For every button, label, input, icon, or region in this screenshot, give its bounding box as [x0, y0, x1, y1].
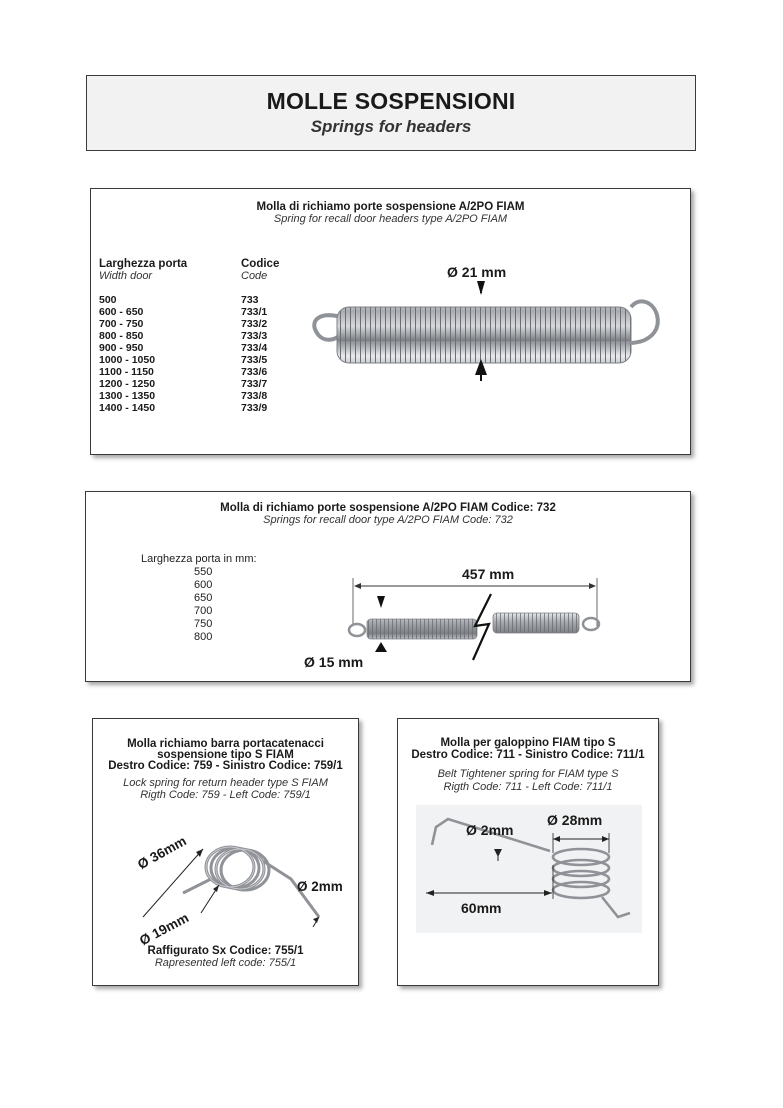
section-subtitle-line1: Belt Tightener spring for FIAM type S — [437, 768, 619, 780]
table-cell-width: 700 - 750 — [99, 318, 144, 330]
table-cell-code: 733/5 — [241, 354, 268, 366]
section-732-spring — [85, 491, 691, 682]
table-cell-code: 733/6 — [241, 366, 268, 378]
table-cell-code: 733/8 — [241, 390, 268, 402]
spring-diameter-label: Ø 21 mm — [447, 264, 507, 280]
table-cell-width: 1200 - 1250 — [99, 378, 156, 390]
section-s-fiam-lock-spring — [92, 718, 359, 986]
page-title: MOLLE SOSPENSIONI — [266, 88, 516, 114]
section-subtitle-line2: Rigth Code: 759 - Left Code: 759/1 — [140, 789, 311, 801]
page-subtitle: Springs for headers — [310, 117, 472, 136]
section-subtitle-line2: Rigth Code: 711 - Left Code: 711/1 — [443, 781, 613, 793]
table-cell-code: 733 — [241, 294, 259, 306]
coil-diameter-label: Ø 28mm — [547, 812, 603, 828]
table-cell-width: 1000 - 1050 — [99, 354, 156, 366]
table-cell-code: 733/1 — [241, 306, 268, 318]
tensioner-spring-image — [416, 805, 642, 933]
table-cell-code: 733/2 — [241, 318, 268, 330]
section-galoppino-spring — [397, 718, 659, 986]
table-cell-code: 733/3 — [241, 330, 268, 342]
col-code-label-en: Code — [241, 270, 268, 282]
section-title: Molla di richiamo porte sospensione A/2PO FIAM — [256, 201, 525, 213]
table-cell-code: 733/9 — [241, 402, 268, 414]
section-a2po-springs — [90, 188, 691, 455]
inner-diameter-label: Ø 19mm — [137, 909, 192, 949]
length-label: 60mm — [461, 900, 502, 916]
width-list-label: Larghezza porta in mm: — [141, 553, 257, 565]
col-code-label: Codice — [241, 258, 280, 270]
section-codes: Destro Codice: 711 - Sinistro Codice: 711/1 — [411, 749, 645, 761]
wire-diameter-label: Ø 2mm — [297, 879, 343, 894]
spring-diameter-label: Ø 15 mm — [304, 654, 364, 670]
spring-length-label: 457 mm — [462, 566, 515, 582]
col-width-label: Larghezza porta — [99, 258, 188, 270]
section-subtitle: Springs for recall door type A/2PO FIAM Code: 732 — [263, 514, 513, 526]
table-cell-width: 1400 - 1450 — [99, 402, 156, 414]
section-title: Molla per galoppino FIAM tipo S — [440, 737, 616, 749]
section-title-line2: sospensione tipo S FIAM — [157, 749, 294, 761]
table-cell-width: 500 — [99, 294, 117, 306]
col-width-label-en: Width door — [99, 270, 153, 282]
width-value: 750 — [194, 618, 213, 630]
table-cell-width: 600 - 650 — [99, 306, 144, 318]
figure-caption-en: Rapresented left code: 755/1 — [154, 957, 297, 969]
section-subtitle: Spring for recall door headers type A/2PO FIAM — [273, 213, 508, 225]
wire-diameter-label: Ø 2mm — [466, 822, 514, 838]
table-cell-width: 1100 - 1150 — [99, 366, 154, 378]
section-title-line1: Molla richiamo barra portacatenacci — [127, 738, 324, 750]
table-cell-width: 800 - 850 — [99, 330, 144, 342]
table-cell-width: 1300 - 1350 — [99, 390, 156, 402]
figure-caption: Raffigurato Sx Codice: 755/1 — [147, 945, 304, 957]
table-cell-width: 900 - 950 — [99, 342, 144, 354]
table-cell-code: 733/7 — [241, 378, 268, 390]
width-value: 550 — [194, 566, 213, 578]
section-codes: Destro Codice: 759 - Sinistro Codice: 759/1 — [108, 760, 343, 772]
section-subtitle-line1: Lock spring for return header type S FIAM — [123, 777, 328, 789]
page-header — [86, 75, 696, 151]
outer-diameter-label: Ø 36mm — [135, 833, 189, 873]
long-spring-image — [341, 574, 611, 670]
section-title: Molla di richiamo porte sospensione A/2PO FIAM Codice: 732 — [220, 502, 556, 514]
width-value: 600 — [194, 579, 213, 591]
table-cell-code: 733/4 — [241, 342, 268, 354]
width-value: 700 — [194, 605, 213, 617]
extension-spring-image — [301, 281, 681, 393]
width-value: 650 — [194, 592, 213, 604]
width-value: 800 — [194, 631, 213, 643]
